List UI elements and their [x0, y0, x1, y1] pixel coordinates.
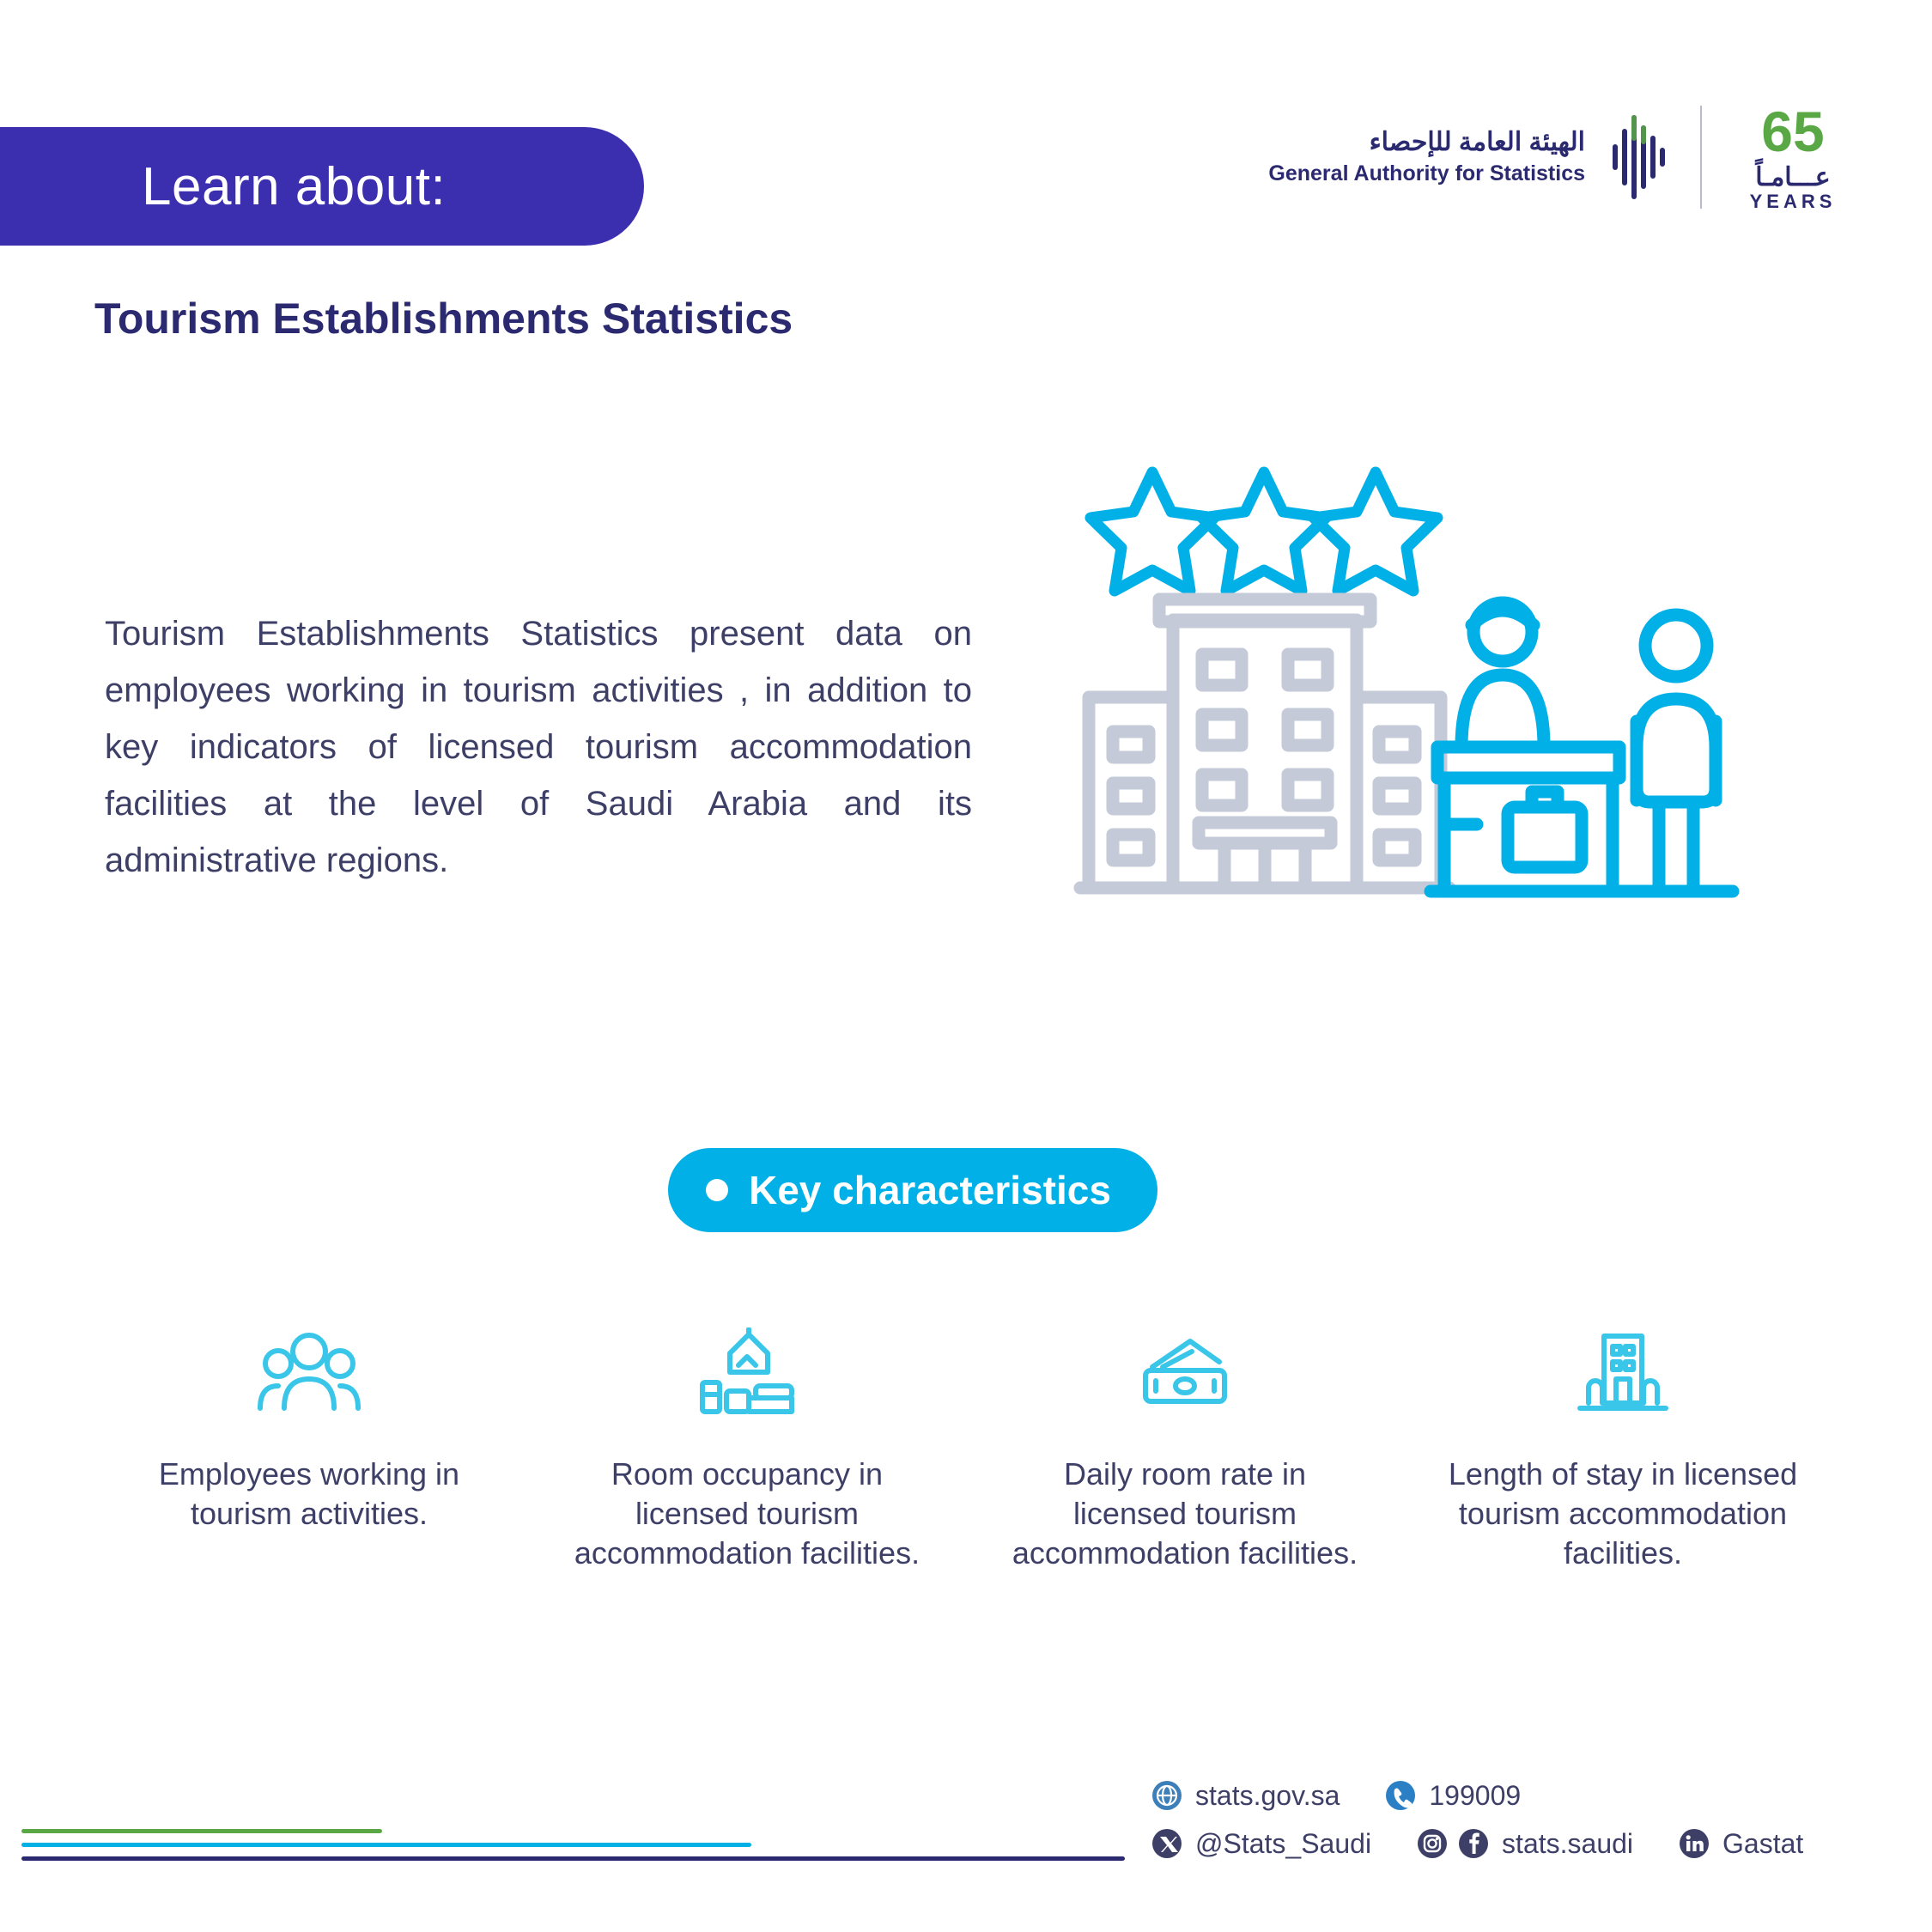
feature-item — [129, 1322, 489, 1573]
learn-about-label: Learn about: — [142, 156, 447, 216]
footer-contacts — [1151, 1779, 1846, 1875]
svg-text:65: 65 — [1761, 101, 1825, 163]
banknote-money-icon — [1133, 1322, 1236, 1425]
footer-line-cyan — [21, 1843, 751, 1847]
gastat-logo — [1268, 101, 1863, 213]
feature-label: Room occupancy in licensed tourism accommodation facilities. — [574, 1456, 920, 1571]
feature-label: Daily room rate in licensed tourism accommodation facilities. — [1012, 1456, 1358, 1571]
linkedin-label: Gastat — [1722, 1827, 1804, 1859]
page-title: Tourism Establishments Statistics — [94, 295, 793, 343]
gastat-english-name: General Authority for Statistics — [1268, 161, 1585, 185]
description-paragraph: Tourism Establishments Statistics present data on employees working in tourism activities , in addition to key indicators of licensed tourism accommodation facilities at the level of Saudi Arabia and its administrative regions. — [105, 615, 972, 879]
twitter-label: @Stats_Saudi — [1195, 1827, 1372, 1859]
phone-icon — [1384, 1779, 1417, 1812]
gastat-arabic-name: الهيئة العامة للإحصاء — [1369, 128, 1585, 157]
globe-icon — [1151, 1779, 1183, 1812]
feature-label: Length of stay in licensed tourism accommodation facilities. — [1448, 1456, 1798, 1571]
instagram-icon[interactable] — [1416, 1827, 1449, 1860]
hotel-reception-desk-icon — [696, 1322, 799, 1425]
social-icons — [1416, 1827, 1490, 1860]
key-characteristics-list — [129, 1322, 1803, 1573]
feature-label: Employees working in tourism activities. — [158, 1456, 460, 1532]
contact-row-2 — [1151, 1827, 1846, 1860]
website-label: stats.gov.sa — [1195, 1779, 1340, 1811]
svg-text:YEARS: YEARS — [1749, 191, 1837, 212]
twitter-contact[interactable] — [1151, 1827, 1371, 1860]
social-handle-label: stats.saudi — [1502, 1827, 1634, 1859]
phone-label: 199009 — [1429, 1779, 1522, 1811]
building-icon — [1571, 1322, 1674, 1425]
feature-item — [567, 1322, 927, 1573]
website-contact[interactable] — [1151, 1779, 1340, 1812]
svg-text:عـــامـاً: عـــامـاً — [1755, 163, 1831, 191]
footer-accent-lines — [21, 1829, 1155, 1863]
key-characteristics-banner — [668, 1148, 1157, 1232]
learn-about-banner — [0, 127, 644, 246]
65-years-icon — [1726, 101, 1863, 213]
logo-divider — [1700, 106, 1702, 209]
feature-item — [1005, 1322, 1365, 1573]
bullet-dot-icon — [706, 1179, 728, 1201]
gastat-bars-icon — [1609, 110, 1676, 204]
people-group-icon — [258, 1322, 361, 1425]
key-characteristics-label: Key characteristics — [749, 1168, 1111, 1212]
feature-item — [1443, 1322, 1803, 1573]
hotel-reception-illustration — [1073, 464, 1829, 979]
phone-contact[interactable] — [1384, 1779, 1521, 1812]
footer-line-navy — [21, 1856, 1125, 1861]
linkedin-contact[interactable] — [1678, 1827, 1803, 1860]
contact-row-1 — [1151, 1779, 1846, 1812]
x-twitter-icon — [1151, 1827, 1183, 1860]
linkedin-icon — [1678, 1827, 1710, 1860]
facebook-icon[interactable] — [1457, 1827, 1490, 1860]
social-contact[interactable] — [1416, 1827, 1633, 1860]
footer-line-green — [21, 1829, 382, 1833]
gastat-wordmark — [1268, 128, 1585, 185]
